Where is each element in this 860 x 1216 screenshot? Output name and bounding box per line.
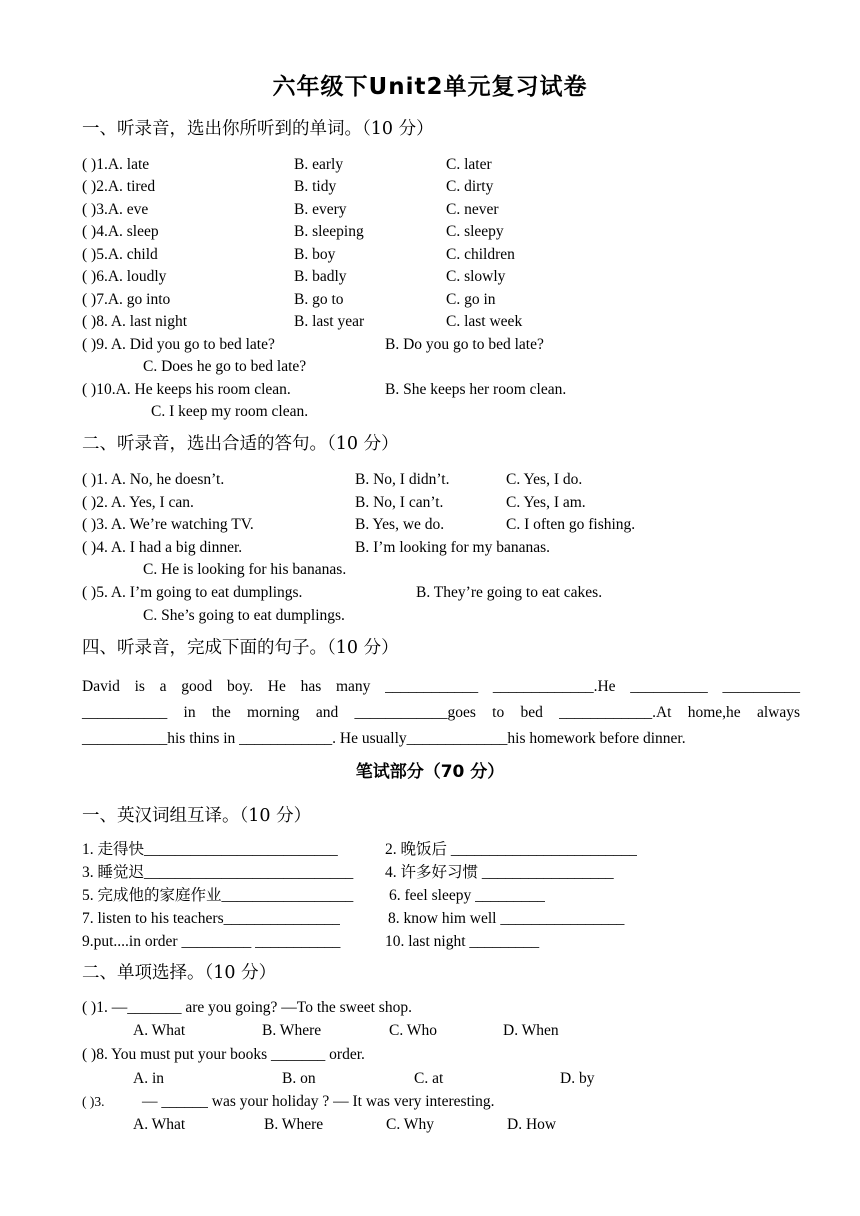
question-text: ( )4. A. I had a big dinner. [82,539,243,556]
option-c: C. slowly [446,268,506,285]
translation-item: 4. 许多好习惯 _________________ [385,864,614,881]
question-text: ( )6.A. loudly [82,268,167,285]
section-heading-listen-complete: 四、听录音，完成下面的句子。（10 分） [82,638,399,658]
option-b: B. early [294,156,344,173]
option-d: D. by [560,1070,595,1087]
paragraph-line: ___________ in the morning and ____________goes to bed ____________.At home,he always [82,704,800,721]
option-c: C. Why [386,1116,434,1133]
section-heading-listen-answers: 二、听录音，选出合适的答句。（10 分） [82,434,399,454]
option-b: B. I’m looking for my bananas. [355,539,551,556]
question-text: ( )3. A. We’re watching TV. [82,516,254,533]
option-b: B. go to [294,291,344,308]
option-b: B. She keeps her room clean. [385,381,567,398]
question-text: ( )9. A. Did you go to bed late? [82,336,275,353]
option-c: C. Yes, I am. [506,494,586,511]
question-text: ( )5. A. I’m going to eat dumplings. [82,584,303,601]
translation-item: 5. 完成他的家庭作业_________________ [82,887,354,904]
option-b: B. last year [294,313,365,330]
option-c: C. I keep my room clean. [151,403,309,420]
option-c: C. She’s going to eat dumplings. [143,607,345,624]
translation-item: 7. listen to his teachers_______________ [82,910,340,927]
option-c: C. He is looking for his bananas. [143,561,347,578]
option-a: A. What [133,1116,186,1133]
translation-item: 1. 走得快_________________________ [82,841,338,858]
question-text: ( )10.A. He keeps his room clean. [82,381,291,398]
question-text: ( )2.A. tired [82,178,156,195]
option-b: B. sleeping [294,223,364,240]
option-b: B. No, I didn’t. [355,471,450,488]
option-b: B. on [282,1070,316,1087]
option-b: B. every [294,201,347,218]
option-c: C. never [446,201,499,218]
question-text: ( )8. A. last night [82,313,188,330]
question-stem: ( )8. You must put your books _______ order. [82,1046,365,1063]
translation-item: 3. 睡觉迟___________________________ [82,864,354,881]
translation-item: 6. feel sleepy _________ [389,887,545,904]
question-text: ( )1. A. No, he doesn’t. [82,471,225,488]
option-c: C. dirty [446,178,494,195]
option-b: B. Do you go to bed late? [385,336,544,353]
question-number: ( )3. [82,1094,105,1109]
written-part-subtitle: 笔试部分（70 分） [355,762,505,782]
question-text: ( )1.A. late [82,156,150,173]
option-b: B. Where [264,1116,324,1133]
question-stem: — ______ was your holiday ? — It was very interesting. [142,1093,495,1110]
option-a: A. What [133,1022,186,1039]
question-text: ( )4.A. sleep [82,223,159,240]
translation-item: 10. last night _________ [385,933,540,950]
translation-item: 2. 晚饭后 ________________________ [385,841,637,858]
section-heading-translate: 一、英汉词组互译。（10 分） [82,806,312,826]
section-heading-multiple-choice: 二、单项选择。（10 分） [82,963,277,983]
option-c: C. go in [446,291,496,308]
option-c: C. Yes, I do. [506,471,583,488]
option-c: C. last week [446,313,523,330]
exam-title: 六年级下Unit2单元复习试卷 [272,74,588,100]
option-b: B. No, I can’t. [355,494,444,511]
option-c: C. sleepy [446,223,504,240]
question-text: ( )7.A. go into [82,291,171,308]
translation-item: 8. know him well ________________ [388,910,625,927]
question-stem: ( )1. —_______ are you going? —To the sweet shop. [82,999,412,1016]
question-text: ( )2. A. Yes, I can. [82,494,194,511]
option-d: D. When [503,1022,559,1039]
section-heading-listen-words: 一、听录音，选出你所听到的单词。（10 分） [82,119,434,139]
paragraph-line: David is a good boy. He has many ____________ _____________.He __________ __________ [82,678,800,695]
option-b: B. tidy [294,178,337,195]
option-a: A. in [133,1070,164,1087]
option-c: C. I often go fishing. [506,516,636,533]
option-c: C. children [446,246,515,263]
option-c: C. at [414,1070,444,1087]
question-text: ( )3.A. eve [82,201,149,218]
option-b: B. boy [294,246,336,263]
option-b: B. badly [294,268,347,285]
option-c: C. later [446,156,492,173]
translation-item: 9.put....in order _________ ___________ [82,933,341,950]
question-text: ( )5.A. child [82,246,158,263]
option-b: B. They’re going to eat cakes. [416,584,603,601]
option-d: D. How [507,1116,557,1133]
option-c: C. Does he go to bed late? [143,358,307,375]
option-c: C. Who [389,1022,437,1039]
option-b: B. Where [262,1022,322,1039]
paragraph-line: ___________his thins in ____________. He usually_____________his homework before dinner. [82,730,686,747]
option-b: B. Yes, we do. [355,516,445,533]
